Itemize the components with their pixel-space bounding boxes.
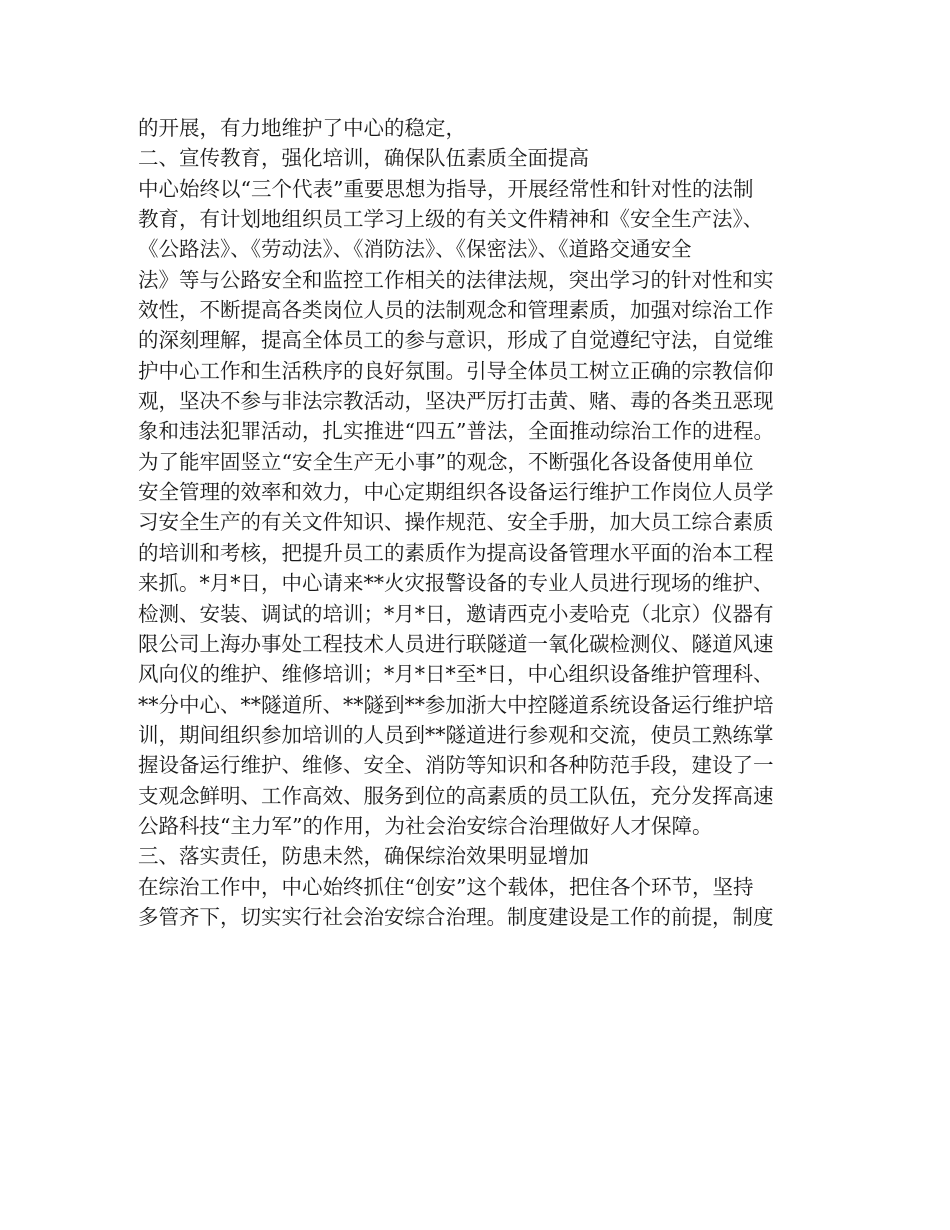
text-line: 习安全生产的有关文件知识、操作规范、安全手册，加大员工综合素质 <box>138 510 774 535</box>
text-line: 支观念鲜明、工作高效、服务到位的高素质的员工队伍，充分发挥高速 <box>138 783 774 808</box>
text-line: 检测、安装、调试的培训；*月*日，邀请西克小麦哈克（北京）仪器有 <box>138 601 774 626</box>
text-line: 的深刻理解，提高全体员工的参与意识，形成了自觉遵纪守法，自觉维 <box>138 328 774 353</box>
text-line: 限公司上海办事处工程技术人员进行联隧道一氧化碳检测仪、隧道风速 <box>138 631 774 656</box>
text-line: 公路科技“主力军”的作用，为社会治安综合治理做好人才保障。 <box>138 813 713 838</box>
section-heading: 二、宣传教育，强化培训，确保队伍素质全面提高 <box>138 146 589 171</box>
text-line: 护中心工作和生活秩序的良好氛围。引导全体员工树立正确的宗教信仰 <box>138 358 774 383</box>
text-line: 象和违法犯罪活动，扎实推进“四五”普法，全面推动综治工作的进程。 <box>138 419 774 444</box>
text-line: 《公路法》、《劳动法》、《消防法》、《保密法》、《道路交通安全 <box>138 237 692 262</box>
text-line: 的培训和考核，把提升员工的素质作为提高设备管理水平面的治本工程 <box>138 540 774 565</box>
text-line: **分中心、**隧道所、**隧到**参加浙大中控隧道系统设备运行维护培 <box>138 692 774 717</box>
text-line: 来抓。*月*日，中心请来**火灾报警设备的专业人员进行现场的维护、 <box>138 571 774 596</box>
text-line: 握设备运行维护、维修、安全、消防等知识和各种防范手段，建设了一 <box>138 753 774 778</box>
text-line: 在综治工作中，中心始终抓住“创安”这个载体，把住各个环节，坚持 <box>138 874 754 899</box>
text-line: 为了能牢固竖立“安全生产无小事”的观念，不断强化各设备使用单位 <box>138 449 754 474</box>
text-line: 训，期间组织参加培训的人员到**隧道进行参观和交流，使员工熟练掌 <box>138 722 774 747</box>
text-line: 风向仪的维护、维修培训；*月*日*至*日，中心组织设备维护管理科、 <box>138 662 774 687</box>
text-line: 安全管理的效率和效力，中心定期组织各设备运行维护工作岗位人员学 <box>138 480 774 505</box>
text-line: 观，坚决不参与非法宗教活动，坚决严厉打击黄、赌、毒的各类丑恶现 <box>138 389 774 414</box>
section-heading: 三、落实责任，防患未然，确保综治效果明显增加 <box>138 844 589 869</box>
text-line: 中心始终以“三个代表”重要思想为指导，开展经常性和针对性的法制 <box>138 176 754 201</box>
text-line: 的开展，有力地维护了中心的稳定， <box>138 116 466 140</box>
text-line: 教育，有计划地组织员工学习上级的有关文件精神和《安全生产法》、 <box>138 207 764 232</box>
text-line: 法》等与公路安全和监控工作相关的法律法规，突出学习的针对性和实 <box>138 267 774 292</box>
text-line: 多管齐下，切实实行社会治安综合治理。制度建设是工作的前提，制度 <box>138 904 774 929</box>
text-line: 效性，不断提高各类岗位人员的法制观念和管理素质，加强对综治工作 <box>138 298 774 323</box>
document-body <box>138 113 828 932</box>
